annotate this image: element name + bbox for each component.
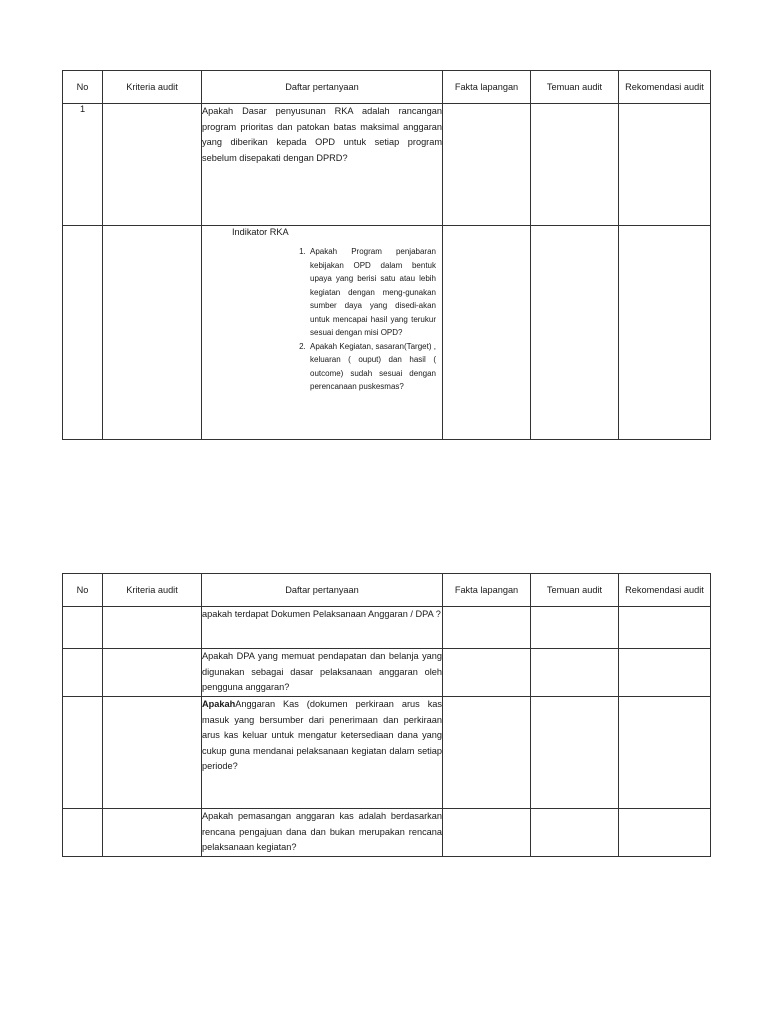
header-temuan-audit: Temuan audit xyxy=(531,71,619,104)
row-number xyxy=(63,649,103,697)
table-header-row xyxy=(63,574,711,607)
row-number: 1 xyxy=(63,104,103,226)
fakta-cell xyxy=(443,809,531,857)
kriteria-cell xyxy=(103,104,202,226)
header-rekomendasi-audit: Rekomendasi audit xyxy=(619,574,711,607)
fakta-cell xyxy=(443,104,531,226)
table-row xyxy=(63,809,711,857)
fakta-cell xyxy=(443,697,531,809)
row-number xyxy=(63,697,103,809)
question-cell xyxy=(202,697,443,809)
header-daftar-pertanyaan: Daftar pertanyaan xyxy=(202,71,443,104)
row-number xyxy=(63,809,103,857)
table-row xyxy=(63,607,711,649)
rekomendasi-cell xyxy=(619,697,711,809)
rekomendasi-cell xyxy=(619,809,711,857)
kriteria-cell xyxy=(103,226,202,440)
header-temuan-audit: Temuan audit xyxy=(531,574,619,607)
fakta-cell xyxy=(443,607,531,649)
temuan-cell xyxy=(531,226,619,440)
audit-table-1 xyxy=(62,70,711,440)
header-daftar-pertanyaan: Daftar pertanyaan xyxy=(202,574,443,607)
temuan-cell xyxy=(531,649,619,697)
question-cell: Apakah pemasangan anggaran kas adalah berdasarkan rencana pengajuan dana dan bukan merupakan rencana pelaksanaan kegiatan? xyxy=(202,809,443,857)
row-number xyxy=(63,607,103,649)
question-cell xyxy=(202,226,443,440)
header-kriteria-audit: Kriteria audit xyxy=(103,574,202,607)
kriteria-cell xyxy=(103,809,202,857)
header-no: No xyxy=(63,574,103,607)
indicator-title: Indikator RKA xyxy=(232,227,289,237)
header-fakta-lapangan: Fakta lapangan xyxy=(443,71,531,104)
rekomendasi-cell xyxy=(619,226,711,440)
table-row xyxy=(63,649,711,697)
list-item: 1. Apakah Program penjabaran kebijakan OPD dalam bentuk upaya yang berisi satu atau lebih kegiatan dengan meng-gunakan sumber daya yang disedi-akan untuk mencapai hasil yang terukur sesuai dengan misi OPD? xyxy=(308,245,436,340)
fakta-cell xyxy=(443,649,531,697)
question-cell: Apakah DPA yang memuat pendapatan dan belanja yang digunakan sebagai dasar pelaksanaan anggaran oleh pengguna anggaran? xyxy=(202,649,443,697)
header-fakta-lapangan: Fakta lapangan xyxy=(443,574,531,607)
fakta-cell xyxy=(443,226,531,440)
table-row xyxy=(63,697,711,809)
question-bold-prefix: Apakah xyxy=(202,699,236,709)
header-no: No xyxy=(63,71,103,104)
rekomendasi-cell xyxy=(619,607,711,649)
rekomendasi-cell xyxy=(619,104,711,226)
rekomendasi-cell xyxy=(619,649,711,697)
question-text: Anggaran Kas (dokumen perkiraan arus kas masuk yang bersumber dari penerimaan dan perkiraan arus kas keluar untuk mengatur ketersediaan dana yang cukup guna mendanai pelaksanaan kegiatan dalam setiap periode? xyxy=(202,699,442,771)
table-header-row xyxy=(63,71,711,104)
header-kriteria-audit: Kriteria audit xyxy=(103,71,202,104)
temuan-cell xyxy=(531,809,619,857)
temuan-cell xyxy=(531,697,619,809)
kriteria-cell xyxy=(103,649,202,697)
question-cell: apakah terdapat Dokumen Pelaksanaan Anggaran / DPA ? xyxy=(202,607,443,649)
temuan-cell xyxy=(531,607,619,649)
indicator-list xyxy=(294,245,436,394)
table-row xyxy=(63,104,711,226)
kriteria-cell xyxy=(103,697,202,809)
kriteria-cell xyxy=(103,607,202,649)
audit-table-2 xyxy=(62,573,711,857)
row-number xyxy=(63,226,103,440)
temuan-cell xyxy=(531,104,619,226)
list-item: 2. Apakah Kegiatan, sasaran(Target) , keluaran ( ouput) dan hasil ( outcome) sudah sesuai dengan perencanaan puskesmas? xyxy=(308,340,436,394)
question-cell: Apakah Dasar penyusunan RKA adalah rancangan program prioritas dan patokan batas maksimal anggaran yang diberikan kepada OPD untuk setiap program sebelum disepakati dengan DPRD? xyxy=(202,104,443,226)
table-row xyxy=(63,226,711,440)
header-rekomendasi-audit: Rekomendasi audit xyxy=(619,71,711,104)
